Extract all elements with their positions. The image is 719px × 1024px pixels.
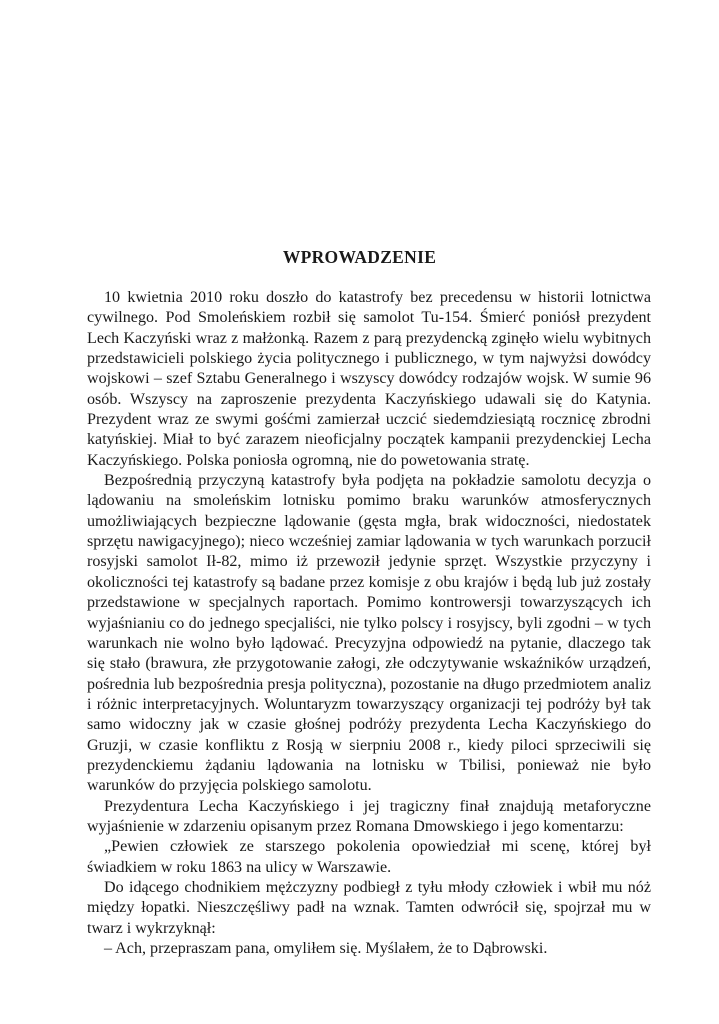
paragraph-quote-start: „Pewien człowiek ze starszego pokolenia opowiedział mi scenę, której był świadkiem w roku 1863 na ulicy w Warszawie. bbox=[87, 838, 651, 876]
chapter-heading: WPROWADZENIE bbox=[282, 247, 437, 267]
paragraph-metaphor: Prezydentura Lecha Kaczyńskiego i jej tragiczny finał znajdują metaforyczne wyjaśnienie w zdarzeniu opisanym przez Romana Dmowskiego i jego komentarzu: bbox=[87, 797, 651, 835]
paragraph-quote-scene: Do idącego chodnikiem mężczyzny podbiegł z tyłu młody człowiek i wbił mu nóż między łopatki. Nieszczęśliwy padł na wznak. Tamten odwrócił się, spojrzał mu w twarz i wykrzyknął: bbox=[87, 878, 651, 937]
body-text bbox=[87, 288, 651, 959]
paragraph-intro: 10 kwietnia 2010 roku doszło do katastrofy bez precedensu w historii lotnictwa cywilnego. Pod Smoleńskiem rozbił się samolot Tu-154. Śmierć poniósł prezydent Lech Kaczyński wraz z małżonką. Razem z parą prezydencką zginęło wielu wybitnych przedstawicieli polskiego życia politycznego i publicznego, w tym najwyżsi dowódcy wojskowi – szef Sztabu Generalnego i wszyscy dowódcy rodzajów wojsk. W sumie 96 osób. Wszyscy na zaproszenie prezydenta Kaczyńskiego udawali się do Katynia. Prezydent wraz ze swymi gośćmi zamierzał uczcić siedemdziesiątą rocznicę zbrodni katyńskiej. Miał to być zarazem nieoficjalny początek kampanii prezydenckiej Lecha Kaczyńskiego. Polska poniosła ogromną, nie do powetowania stratę. bbox=[87, 289, 651, 469]
paragraph-dialog-line: – Ach, przepraszam pana, omyliłem się. Myślałem, że to Dąbrowski. bbox=[104, 940, 548, 957]
paragraph-cause: Bezpośrednią przyczyną katastrofy była podjęta na pokładzie samolotu decyzja o lądowaniu na smoleńskim lotnisku pomimo braku warunków atmosferycznych umożliwiających bezpieczne lądowanie (gęsta mgła, brak widoczności, niedostatek sprzętu nawigacyjnego); nieco wcześniej zamiar lądowania w tych warunkach porzucił rosyjski samolot Ił-82, mimo iż przewoził jedynie sprzęt. Wszystkie przyczyny i okoliczności tej katastrofy są badane przez komisje z obu krajów i będą lub już zostały przedstawione w specjalnych raportach. Pomimo kontrowersji towarzyszących ich wyjaśnianiu co do jednego specjaliści, nie tylko polscy i rosyjscy, byli zgodni – w tych warunkach nie wolno było lądować. Precyzyjna odpowiedź na pytanie, dlaczego tak się stało (brawura, złe przygotowanie załogi, złe odczytywanie wskaźników urządzeń, pośrednia lub bezpośrednia presja polityczna), pozostanie na długo przedmiotem analiz i różnic interpretacyjnych. Woluntaryzm towarzyszący organizacji tej podróży był tak samo widoczny jak w czasie głośnej podróży prezydenta Lecha Kaczyńskiego do Gruzji, w czasie konfliktu z Rosją w sierpniu 2008 r., kiedy piloci sprzeciwili się prezydenckiemu żądaniu lądowania na lotnisku w Tbilisi, ponieważ nie było warunków do przyjęcia polskiego samolotu. bbox=[87, 472, 651, 795]
